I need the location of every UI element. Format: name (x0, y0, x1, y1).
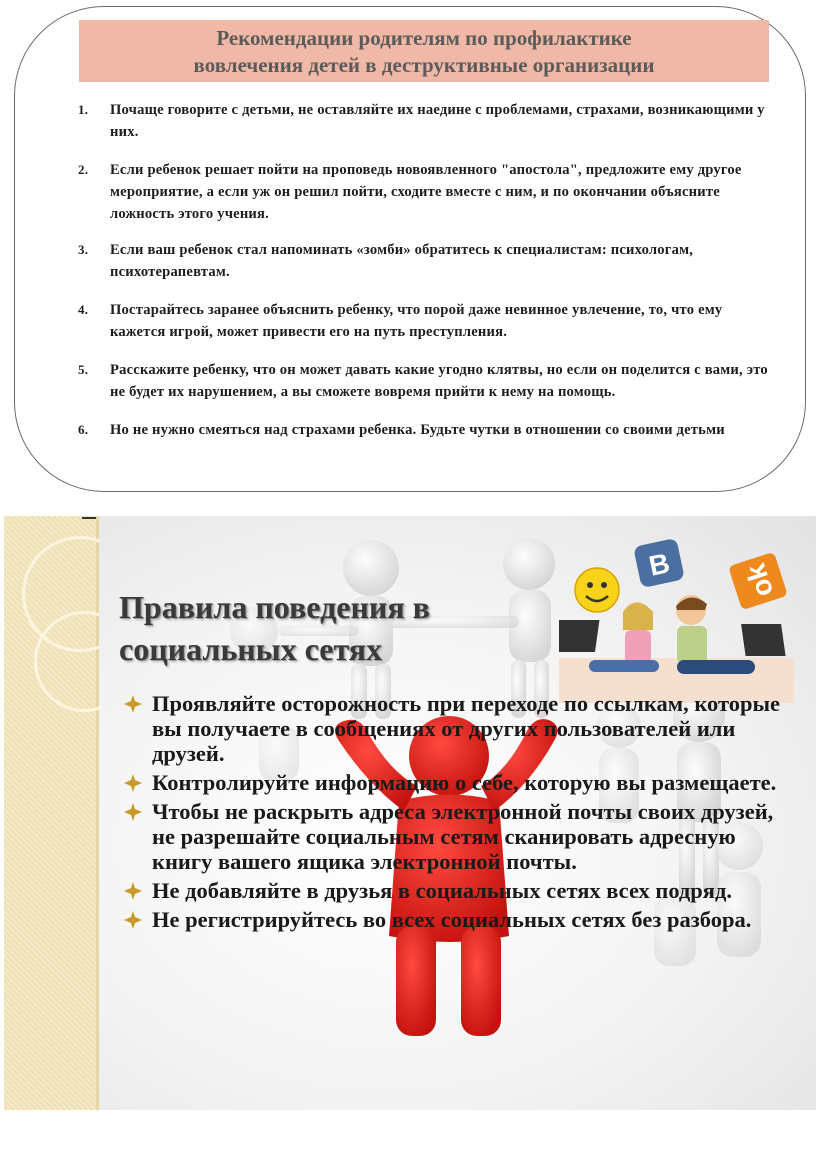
recommendation-number: 2. (78, 162, 89, 177)
recommendation-item-5 (78, 359, 778, 403)
vk-logo-letter: B (646, 547, 673, 582)
recommendation-item-6 (78, 419, 778, 441)
recommendations-title-line1: Рекомендации родителям по профилактике (216, 26, 632, 50)
recommendation-item-2 (78, 159, 778, 225)
recommendation-number: 3. (78, 242, 89, 257)
recommendation-text: Почаще говорите с детьми, не оставляйте их наедине с проблемами, страхами, возникающими у них. (110, 102, 765, 140)
recommendation-text: Расскажите ребенку, что он может давать какие угодно клятвы, но если он поделится с вами, это не будет их нарушением, а вы сможете вовремя прийти к нему на помощь. (110, 362, 768, 400)
kids-laptops-illustration (559, 538, 794, 703)
social-rule-item-3 (122, 799, 792, 874)
recommendation-number: 5. (78, 362, 89, 377)
star-bullet-icon (124, 911, 142, 929)
social-rule-item-2 (122, 770, 792, 795)
recommendation-item-3 (78, 239, 778, 283)
star-bullet-icon (124, 803, 142, 821)
recommendation-number: 1. (78, 102, 89, 117)
page-gap (0, 492, 816, 512)
recommendation-text: Постарайтесь заранее объяснить ребенку, что порой даже невинное увлечение, то, что ему кажется игрой, может привести его на путь преступления. (110, 302, 723, 340)
recommendations-title (79, 20, 769, 82)
recommendation-text: Если ваш ребенок стал напоминать «зомби» обратитесь к специалистам: психологам, психотерапевтам. (110, 242, 694, 280)
recommendation-number: 6. (78, 422, 89, 437)
social-rule-text: Проявляйте осторожность при переходе по ссылкам, которые вы получаете в сообщениях от других пользователей или друзей. (152, 691, 781, 766)
ok-logo-letters: ok (739, 560, 780, 601)
recommendation-text: Если ребенок решает пойти на проповедь новоявленного "апостола", предложите ему другое мероприятие, а если уж он решил пойти, сходите вместе с ним, и по окончании объясните ложность этого учения. (110, 162, 742, 222)
recommendation-text: Но не нужно смеяться над страхами ребенка. Будьте чутки в отношении со своими детьми (110, 422, 725, 438)
recommendation-number: 4. (78, 302, 89, 317)
smiley-icon (575, 568, 619, 612)
social-rules-title (119, 586, 549, 670)
recommendations-list (78, 99, 778, 441)
social-rule-text: Контролируйте информацию о себе, которую вы размещаете. (152, 770, 777, 795)
social-rules-title-line2: социальных сетях (119, 631, 383, 667)
social-rule-text: Чтобы не раскрыть адреса электронной почты своих друзей, не разрешайте социальным сетям сканировать адресную книгу вашего ящика электронной почты. (152, 799, 774, 874)
vk-logo-icon (633, 538, 685, 588)
social-rules-title-line1: Правила поведения в (119, 589, 430, 625)
star-bullet-icon (124, 695, 142, 713)
social-rule-text: Не регистрируйтесь во всех социальных сетях без разбора. (152, 907, 752, 932)
recommendation-item-4 (78, 299, 778, 343)
recommendation-item-1 (78, 99, 778, 143)
ok-logo-icon (728, 552, 788, 611)
social-rule-item-4 (122, 878, 792, 903)
social-rule-text: Не добавляйте в друзья в социальных сетях всех подряд. (152, 878, 732, 903)
divider-line (82, 517, 96, 519)
social-rules-list (122, 691, 792, 936)
social-rules-slide (4, 516, 816, 1110)
social-rule-item-5 (122, 907, 792, 932)
social-rule-item-1 (122, 691, 792, 766)
star-bullet-icon (124, 774, 142, 792)
recommendations-title-line2: вовлечения детей в деструктивные организации (193, 53, 655, 77)
star-bullet-icon (124, 882, 142, 900)
